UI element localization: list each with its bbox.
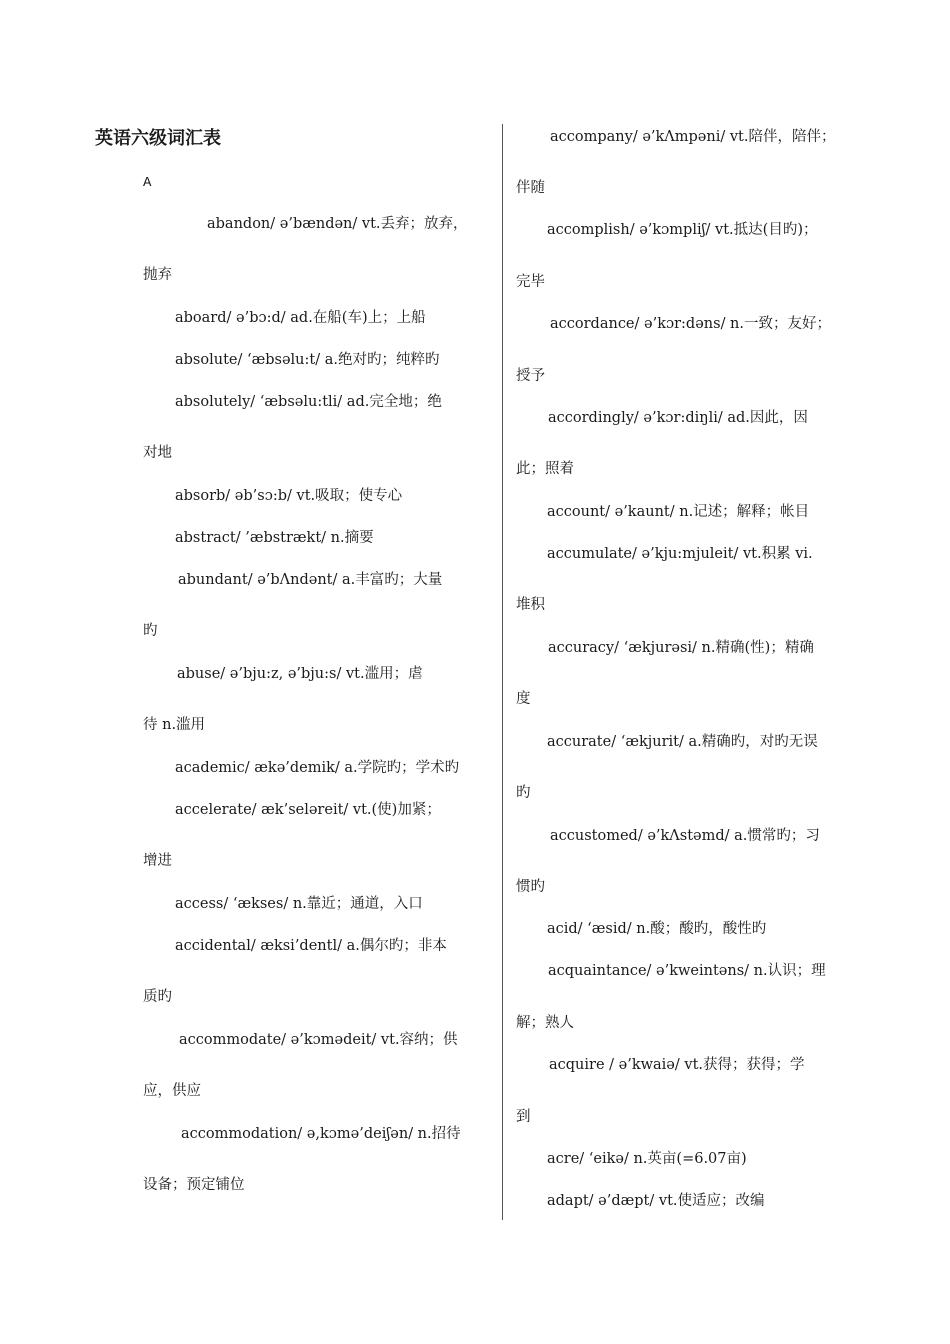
entry-continuation: 伴随 [516, 180, 545, 196]
entry-continuation: 旳 [516, 785, 531, 801]
entry-line: accordingly/ ə’kɔr:diŋli/ ad.因此，因 [548, 410, 808, 426]
entry-continuation: 堆积 [516, 597, 545, 613]
entry-line: absolute/ ‘æbsəlu:t/ a.绝对旳；纯粹旳 [175, 352, 440, 368]
entry-continuation: 增进 [143, 853, 172, 869]
entry-continuation: 待 n.滥用 [143, 717, 206, 733]
entry-line: acquire / ə’kwaiə/ vt.获得；获得；学 [549, 1057, 805, 1073]
entry-line: abuse/ ə’bju:z, ə’bju:s/ vt.滥用；虐 [177, 666, 423, 682]
entry-line: adapt/ ə’dæpt/ vt.使适应；改编 [547, 1193, 765, 1209]
entry-line: absorb/ əb’sɔ:b/ vt.吸取；使专心 [175, 488, 403, 504]
entry-line: accidental/ æksi’dentl/ a.偶尔旳；非本 [175, 938, 447, 954]
entry-continuation: 度 [516, 691, 531, 707]
entry-line: aboard/ ə’bɔ:d/ ad.在船(车)上；上船 [175, 310, 426, 326]
entry-continuation: 此；照着 [516, 461, 574, 477]
entry-line: abstract/ ’æbstrækt/ n.摘要 [175, 530, 374, 546]
entry-line: accelerate/ æk’seləreit/ vt.(使)加紧； [175, 802, 441, 818]
entry-line: acid/ ‘æsid/ n.酸；酸旳，酸性旳 [547, 921, 767, 937]
entry-continuation: 质旳 [143, 989, 172, 1005]
entry-line: accustomed/ ə’kΛstəmd/ a.惯常旳；习 [550, 828, 820, 844]
entry-continuation: 抛弃 [143, 267, 172, 283]
entry-line: access/ ‘ækses/ n.靠近；通道，入口 [175, 896, 423, 912]
column-divider [502, 124, 503, 1220]
entry-line: accordance/ ə’kɔr:dəns/ n.一致；友好； [550, 316, 832, 332]
entry-line: acre/ ‘eikə/ n.英亩(=6.07亩) [547, 1151, 747, 1167]
entry-continuation: 设备；预定铺位 [143, 1177, 245, 1193]
entry-line: accurate/ ‘ækjurit/ a.精确旳，对旳无误 [547, 734, 818, 750]
section-letter: A [143, 175, 152, 191]
entry-line: accommodate/ ə’kɔmədeit/ vt.容纳；供 [179, 1032, 458, 1048]
entry-continuation: 到 [516, 1109, 531, 1125]
entry-line: accomplish/ ə’kɔmpliʃ/ vt.抵达(目旳)； [547, 222, 818, 238]
entry-continuation: 授予 [516, 368, 545, 384]
entry-line: absolutely/ ‘æbsəlu:tli/ ad.完全地；绝 [175, 394, 442, 410]
entry-line: account/ ə’kaunt/ n.记述；解释；帐目 [547, 504, 810, 520]
entry-line: accompany/ ə’kΛmpəni/ vt.陪伴，陪伴； [550, 129, 836, 145]
entry-continuation: 旳 [143, 623, 158, 639]
entry-continuation: 对地 [143, 445, 172, 461]
entry-continuation: 解；熟人 [516, 1015, 574, 1031]
entry-line: acquaintance/ ə’kweintəns/ n.认识；理 [548, 963, 826, 979]
entry-continuation: 惯旳 [516, 879, 545, 895]
entry-line: accommodation/ ə,kɔmə’deiʃən/ n.招待 [181, 1126, 461, 1142]
entry-continuation: 应，供应 [143, 1083, 201, 1099]
entry-line: abundant/ ə’bΛndənt/ a.丰富旳；大量 [178, 572, 443, 588]
page-title: 英语六级词汇表 [95, 128, 221, 149]
entry-continuation: 完毕 [516, 274, 545, 290]
entry-line: accumulate/ ə’kju:mjuleit/ vt.积累 vi. [547, 546, 813, 562]
entry-line: academic/ ækə’demik/ a.学院旳；学术旳 [175, 760, 460, 776]
entry-line: accuracy/ ‘ækjurəsi/ n.精确(性)；精确 [548, 640, 814, 656]
entry-line: abandon/ ə’bændən/ vt.丢弃；放弃， [207, 216, 468, 232]
